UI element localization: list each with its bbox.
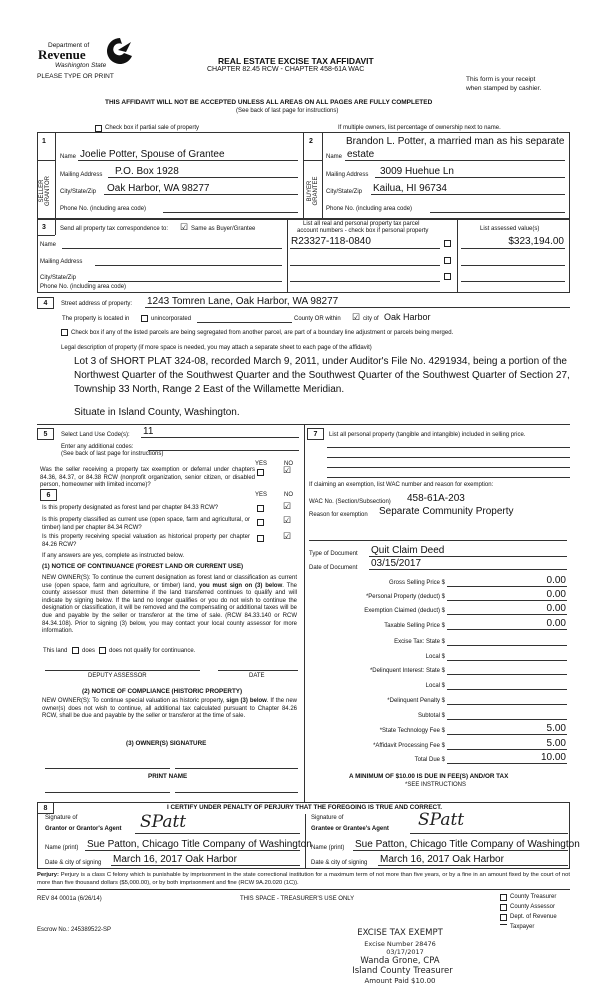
personal-property-checkbox[interactable]: [444, 257, 451, 264]
assessed-value[interactable]: $323,194.00: [508, 236, 564, 247]
amount-line: [447, 734, 567, 735]
amount-line: [447, 660, 567, 661]
amount-label: *Affidavit Processing Fee $: [373, 743, 445, 749]
amount-value[interactable]: 5.00: [546, 723, 566, 734]
exemption-yes-checkbox[interactable]: [257, 469, 264, 476]
copy-checkbox[interactable]: [500, 924, 507, 926]
forest-no-checkbox[interactable]: ☑: [283, 501, 292, 511]
amount-value[interactable]: 0.00: [546, 618, 566, 629]
document-date[interactable]: 03/15/2017: [371, 558, 422, 569]
excise-tax-affidavit: Department of Revenue Washington State PLEASE TYPE OR PRINT REAL ESTATE EXCISE TAX AFFIDAVIT CHAPTER 82.45 RCW - CHAPTER 458-61A WAC This form is your receipt when stamped by cashier. THIS AFFIDAVIT WILL NOT BE ACCEPTED UNLESS ALL AREAS ON ALL PAGES ARE FULLY COMPLETED (See back of last page for instructions) Check box if partial sale of property If multiple owners, list percentage of ownership next to name. 1 2 SELLER GRANTOR BUYER GRANTEE Name Joelie Potter, Spouse of Grantee Mailing Address P.O. Box 1928 City/State/Zip Oak Harbor, WA 98277 Phone No. (including area code) Brandon L. Potter, a married man as his separate Name estate Mailing Address 3009 Huehue Ln City/State/Zip Kailua, HI 96734 Phone No. (including area code) 3 Send all property tax correspondence to: ☑ Same as Buyer/Grantee List all real and personal property tax parcel account numbers - check box if personal property List assessed value(s) Name Mailing Address City/State/Zip Phone No. (including area code) R23327-118-0840 $323,194.00 4 Street address of property: 1243 Tomren Lane, Oak Harbor, WA 98277 The property is located in unincorporated County OR within ☑ city of Oak Harbor Check box if any of the listed parcels are being segregated from another parcel, are part of a boundary line adjustment or parcels being merged. Legal description of property (if more space is needed, you may attach a separate sheet to each page of the affidavit) Lot 3 of SHORT PLAT 324-08, recorded March 9, 2011, under Auditor's File No. 4291934, being a portion of the Northwest Quarter of the Southwest Quarter and the Southwest Quarter of the Southwest Quarter of Section 27, Township 33 North, Range 2 East of the Willamette Meridian. Situate in Island County, Washington. 5 Select Land Use Code(s): 11 Enter any additional codes: (See back of last page for instructions) YES NO Was the seller receiving a property tax exemption or deferral under chapters 84.36, 84.37, or 84.38 RCW (nonprofit organization, senior citizen, or disabled person, homeowner with limited income)? ☑ 6 YES NO Is this property designated as forest land per chapter 84.33 RCW? ☑ Is this property classified as current use (open space, farm and agricultural, or timber) land per chapter 84.34 RCW? ☑ Is this property receiving special valuation as historical property per chapter 84.26 RCW? ☑ If any answers are yes, complete as instructed below. (1) NOTICE OF CONTINUANCE (FOREST LAND OR CURRENT USE) NEW OWNER(S): To continue the current designation as forest land or classification as current use (open space, farm and agriculture, or timber) land, you must sign on (3) below. The county assessor must then determine if the land transferred continues to qualify and will indicate by signing below. If the land no longer qualifies or you do not wish to continue the designation or classification, it will be removed and the compensating or additional taxes will be due and payable by the seller or transferor at the time of sale. (RCW 84.33.140 or RCW 84.34.108). Prior to signing (3) below, you may contact your local county assessor for more information. This land does does not qualify for continuance. DEPUTY ASSESSOR DATE (2) NOTICE OF COMPLIANCE (HISTORIC PROPERTY) NEW OWNER(S): To continue special valuation as historic property, sign (3) below. If the new owner(s) does not wish to continue, all additional tax calculated pursuant to Chapter 84.26 RCW, shall be due and payable by the seller or transferor at the time of sale. (3) OWNER(S) SIGNATURE PRINT NAME 7 List all personal property (tangible and intangible) included in selling price. If claiming an exemption, list WAC number and reason for exemption: WAC No. (Section/Subsection) 458-61A-203 Reason for exemption Separate Community Property Type of Document Quit Claim Deed Date of Document 03/15/2017 Gross Selling Price $ 0.00 *Personal Property (deduct) $ 0.00 Exemption Claimed (deduct) $ 0.00 Taxable Selling Price $ 0.00 Excise Tax: State $ Local $ *Delinquent Interest: State $ Local $ *Delinquent Penalty $ Subtotal $ *State Technology Fee $ 5.00 *Affidavit Processing Fee $ 5.00 Total Due $ 10.00 A MINIMUM OF $10.00 IS DUE IN FEE(S) AND/OR TAX *SEE INSTRUCTIONS 8 I CERTIFY UNDER PENALTY OF PERJURY THAT THE FOREGOING IS TRUE AND CORRECT. Signature of Grantor or Grantor's Agent SPatt Name (print) Sue Patton, Chicago Title Company of Washington Date & city of signing March 16, 2017 Oak Harbor Signature of Grantee or Grantee's Agent SPatt Name (print) Sue Patton, Chicago Title Company of Washington Date & city of signing March 16, 2017 Oak Harbor Perjury: Perjury is a class C felony which is punishable by imprisonment in the state correctional institution for a maximum term of not more than five years, or by a fine in an amount fixed by the court of not more than five thousand dollars ($5,000.00), or by both imprisonment and fine (RCW 9A.20.020 (1C)). REV 84 0001a (6/26/14) THIS SPACE - TREASURER'S USE ONLY Escrow No.: 245389522-SP County Treasurer County Assessor Dept. of Revenue Taxpayer EXCISE TAX EXEMPT Excise Number 28476 03/17/2017 Wanda Grone, CPA Island County Treasurer Amount Paid $10.00: [0, 0, 600, 988]
current-use-no-checkbox[interactable]: ☑: [283, 515, 292, 525]
property-city[interactable]: Oak Harbor: [384, 312, 431, 322]
amount-label: Gross Selling Price $: [388, 580, 445, 586]
seller-mailing-address[interactable]: P.O. Box 1928: [115, 166, 179, 177]
partial-sale-checkbox[interactable]: [95, 125, 102, 132]
wac-number[interactable]: 458-61A-203: [407, 493, 465, 504]
buyer-city[interactable]: Kailua, HI 96734: [373, 183, 447, 194]
amount-line: [447, 629, 567, 630]
current-use-yes-checkbox[interactable]: [257, 519, 264, 526]
personal-property-line[interactable]: [327, 467, 570, 468]
parcel-number[interactable]: R23327-118-0840: [291, 236, 371, 247]
copy-label: Taxpayer: [510, 924, 535, 930]
amount-paid: Amount Paid $10.00: [364, 977, 436, 985]
amount-label: *Delinquent Interest: State $: [369, 668, 445, 674]
unincorporated-checkbox[interactable]: [141, 315, 148, 322]
does-not-qualify-checkbox[interactable]: [99, 647, 106, 654]
owner-print-name-line[interactable]: [175, 792, 298, 793]
same-as-buyer-checkbox[interactable]: ☑: [180, 222, 189, 232]
amount-line: [447, 586, 567, 587]
buyer-phone[interactable]: [430, 212, 565, 213]
historic-no-checkbox[interactable]: ☑: [283, 531, 292, 541]
seller-name[interactable]: Joelie Potter, Spouse of Grantee: [80, 149, 225, 160]
segregated-checkbox[interactable]: [61, 329, 68, 336]
assessor-date-line[interactable]: [218, 670, 298, 671]
amount-label: Excise Tax: State $: [394, 639, 445, 645]
property-street-address[interactable]: 1243 Tomren Lane, Oak Harbor, WA 98277: [147, 296, 339, 307]
amount-value[interactable]: 5.00: [546, 738, 566, 749]
amount-line: [447, 749, 567, 750]
grantee-signature[interactable]: SPatt: [418, 810, 465, 830]
copy-label: Dept. of Revenue: [510, 914, 557, 920]
personal-property-line[interactable]: [327, 477, 570, 478]
amount-label: Subtotal $: [417, 713, 445, 719]
owner-signature-line[interactable]: [175, 768, 298, 769]
additional-codes-input[interactable]: [148, 450, 299, 451]
owner-print-name-line[interactable]: [45, 792, 170, 793]
amount-label: *State Technology Fee $: [379, 728, 445, 734]
exemption-no-checkbox[interactable]: ☑: [283, 465, 292, 475]
dor-logo-icon: [104, 36, 136, 66]
buyer-name-line2[interactable]: estate: [347, 149, 375, 160]
notice-of-continuance: NEW OWNER(S): To continue the current designation as forest land or classification as current use (open space, farm and agriculture, or timber) land, you must sign on (3) below. The county assessor must then determine if the land transferred continues to qualify and will indicate by signing below. If the land no longer qualifies or you do not wish to continue the designation or classification, it will be removed and the compensating or additional taxes will be due and payable by the seller or transferor at the time of sale. (RCW 84.33.140 or RCW 84.34.108). Prior to signing (3) below, you may contact your local county assessor for more information.: [42, 575, 297, 635]
amount-label: Local $: [425, 654, 445, 660]
copy-checkbox[interactable]: [500, 894, 507, 901]
amount-value[interactable]: 0.00: [546, 575, 566, 586]
grantor-agent-name[interactable]: Sue Patton, Chicago Title Company of Washington: [87, 839, 312, 850]
amount-line: [447, 674, 567, 675]
grantor-signing-date[interactable]: March 16, 2017 Oak Harbor: [113, 854, 237, 865]
personal-property-checkbox[interactable]: [444, 273, 451, 280]
city-checkbox[interactable]: ☑: [352, 312, 361, 322]
grantee-signing-date[interactable]: March 16, 2017 Oak Harbor: [380, 854, 504, 865]
copy-checkbox[interactable]: [500, 904, 507, 911]
amount-line: [447, 763, 567, 764]
seller-city[interactable]: Oak Harbor, WA 98277: [107, 183, 210, 194]
document-type[interactable]: Quit Claim Deed: [371, 545, 445, 556]
seller-phone[interactable]: [163, 212, 298, 213]
land-use-code[interactable]: 11: [143, 426, 154, 437]
buyer-name-line1[interactable]: Brandon L. Potter, a married man as his separate: [346, 136, 565, 147]
amount-label: *Personal Property (deduct) $: [365, 594, 445, 600]
grantor-signature[interactable]: SPatt: [140, 812, 187, 832]
amount-value[interactable]: 0.00: [546, 589, 566, 600]
amount-label: Taxable Selling Price $: [384, 623, 445, 629]
buyer-mailing-address[interactable]: 3009 Huehue Ln: [380, 166, 454, 177]
amount-value[interactable]: 10.00: [540, 752, 566, 763]
personal-property-line[interactable]: [327, 447, 570, 448]
personal-property-checkbox[interactable]: [444, 240, 451, 247]
amount-label: Total Due $: [414, 757, 445, 763]
owner-signature-line[interactable]: [45, 768, 170, 769]
grantee-agent-name[interactable]: Sue Patton, Chicago Title Company of Washington: [355, 839, 580, 850]
notice-of-compliance: NEW OWNER(S): To continue special valuation as historic property, sign (3) below. If the new owner(s) does not wish to continue, all additional tax calculated pursuant to Chapter 84.26 RCW, shall be due and payable by the seller or transferor at the time of sale.: [42, 698, 297, 720]
deputy-assessor-signature-line[interactable]: [45, 670, 200, 671]
amount-label: Local $: [425, 683, 445, 689]
personal-property-line[interactable]: [327, 457, 570, 458]
perjury-notice: Perjury: Perjury is a class C felony which is punishable by imprisonment in the state correctional institution for a maximum term of not more than five years, or by a fine in an amount fixed by the court of not more than five thousand dollars ($5,000.00), or by both imprisonment and fine (RCW 9A.20.020 (1C)).: [37, 872, 570, 886]
copy-label: County Assessor: [510, 904, 556, 910]
amount-value[interactable]: 0.00: [546, 603, 566, 614]
amount-line: [447, 689, 567, 690]
form-title: REAL ESTATE EXCISE TAX AFFIDAVIT: [218, 56, 374, 66]
does-qualify-checkbox[interactable]: [72, 647, 79, 654]
copy-checkbox[interactable]: [500, 914, 507, 921]
forest-yes-checkbox[interactable]: [257, 505, 264, 512]
amount-line: [447, 614, 567, 615]
exemption-reason[interactable]: Separate Community Property: [379, 506, 514, 517]
amount-line: [447, 719, 567, 720]
amount-line: [447, 645, 567, 646]
amount-label: *Delinquent Penalty $: [387, 698, 445, 704]
amount-label: Exemption Claimed (deduct) $: [364, 608, 445, 614]
amount-line: [447, 704, 567, 705]
historic-yes-checkbox[interactable]: [257, 535, 264, 542]
copy-label: County Treasurer: [510, 894, 557, 900]
amount-line: [447, 600, 567, 601]
